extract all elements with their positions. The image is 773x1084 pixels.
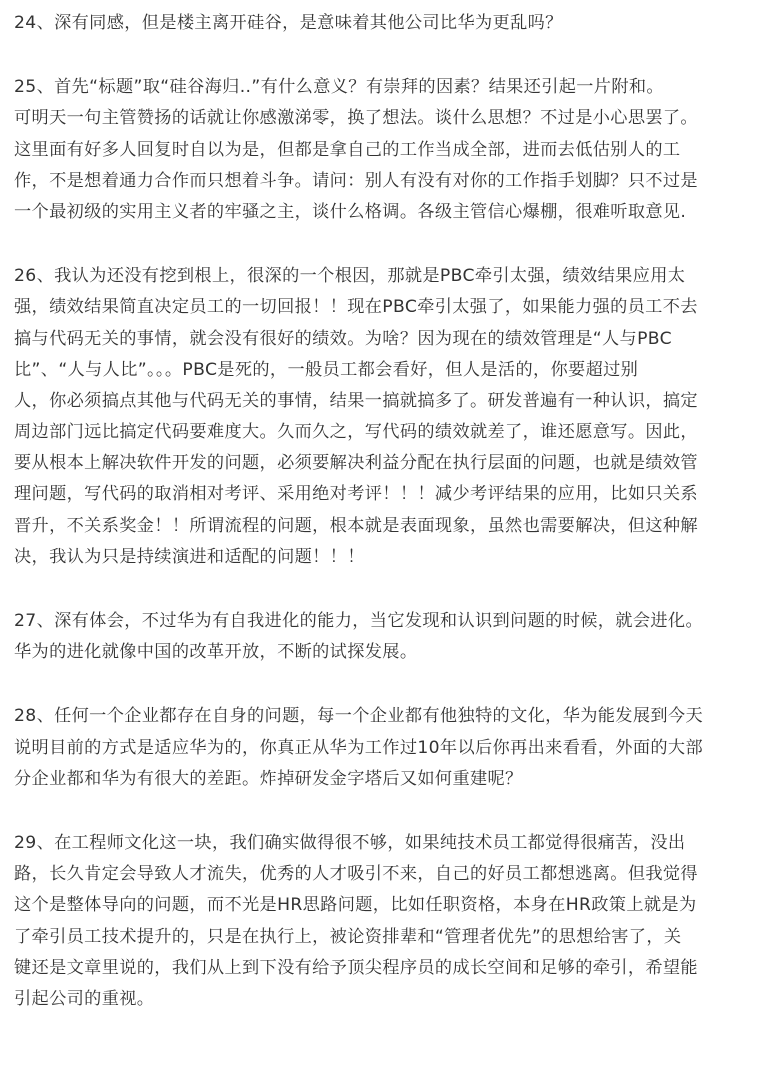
comment-line: 引起公司的重视。	[14, 988, 155, 1009]
comment-line: 要从根本上解决软件开发的问题，必须要解决利益分配在执行层面的问题，也就是绩效管	[14, 453, 698, 474]
comment-26	[14, 261, 761, 573]
comment-line: 决，我认为只是持续演进和适配的问题！！！	[14, 546, 365, 567]
comment-line: 人，你必须搞点其他与代码无关的事情，结果一搞就搞多了。研发普遍有一种认识，搞定	[14, 390, 698, 411]
comment-line: 可明天一句主管赞扬的话就让你感激涕零，换了想法。谈什么思想？不过是小心思罢了。	[14, 108, 698, 129]
comment-29	[14, 828, 761, 1015]
comment-line: 了牵引员工技术提升的，只是在执行上，被论资排辈和“管理者优先”的思想给害了，关	[14, 926, 682, 947]
comment-line: 28、任何一个企业都存在自身的问题，每一个企业都有他独特的文化，华为能发展到今天	[14, 706, 703, 727]
comment-24	[14, 8, 761, 39]
comment-27	[14, 606, 761, 668]
comment-line: 华为的进化就像中国的改革开放，不断的试探发展。	[14, 642, 418, 663]
comment-line: 搞与代码无关的事情，就会没有很好的绩效。为啥？因为现在的绩效管理是“人与PBC	[14, 328, 672, 349]
comment-28	[14, 701, 761, 795]
comment-25	[14, 72, 761, 228]
comment-line: 路，长久肯定会导致人才流失，优秀的人才吸引不来，自己的好员工都想逃离。但我觉得	[14, 864, 698, 885]
comment-line: 晋升，不关系奖金！！所谓流程的问题，根本就是表面现象，虽然也需要解决，但这种解	[14, 515, 698, 536]
comment-line: 一个最初级的实用主义者的牢骚之主，谈什么格调。各级主管信心爆棚，很难听取意见.	[14, 201, 687, 222]
comment-line: 24、深有同感，但是楼主离开硅谷，是意味着其他公司比华为更乱吗？	[14, 13, 563, 33]
comment-line: 29、在工程师文化这一块，我们确实做得很不够，如果纯技术员工都觉得很痛苦，没出	[14, 832, 686, 853]
comment-line: 比”、“人与人比”。。。PBC是死的，一般员工都会看好，但人是活的，你要超过别	[14, 359, 639, 380]
comment-line: 分企业都和华为有很大的差距。炸掉研发金字塔后又如何重建呢？	[14, 768, 523, 789]
comment-line: 这里面有好多人回复时自以为是，但都是拿自己的工作当成全部，进而去低估别人的工	[14, 139, 681, 160]
comment-line: 周边部门远比搞定代码要难度大。久而久之，写代码的绩效就差了，谁还愿意写。因此，	[14, 422, 698, 443]
comment-line: 强，绩效结果简直决定员工的一切回报！！现在PBC牵引太强了，如果能力强的员工不去	[14, 297, 698, 318]
comment-line: 作，不是想着通力合作而只想着斗争。请问：别人有没有对你的工作指手划脚？只不过是	[14, 170, 698, 191]
comment-line: 26、我认为还没有挖到根上，很深的一个根因，那就是PBC牵引太强，绩效结果应用太	[14, 266, 686, 287]
comment-line: 25、首先“标题”取“硅谷海归..”有什么意义？有崇拜的因素？结果还引起一片附和。	[14, 77, 664, 98]
comment-line: 理问题，写代码的取消相对考评、采用绝对考评！！！减少考评结果的应用，比如只关系	[14, 484, 698, 505]
comment-line: 说明目前的方式是适应华为的，你真正从华为工作过10年以后你再出来看看，外面的大部	[14, 737, 703, 758]
comment-line: 27、深有体会，不过华为有自我进化的能力，当它发现和认识到问题的时候，就会进化。	[14, 611, 703, 631]
comment-line: 键还是文章里说的，我们从上到下没有给予顶尖程序员的成长空间和足够的牵引，希望能	[14, 957, 698, 978]
comment-line: 这个是整体导向的问题，而不光是HR思路问题，比如任职资格，本身在HR政策上就是为	[14, 895, 697, 916]
